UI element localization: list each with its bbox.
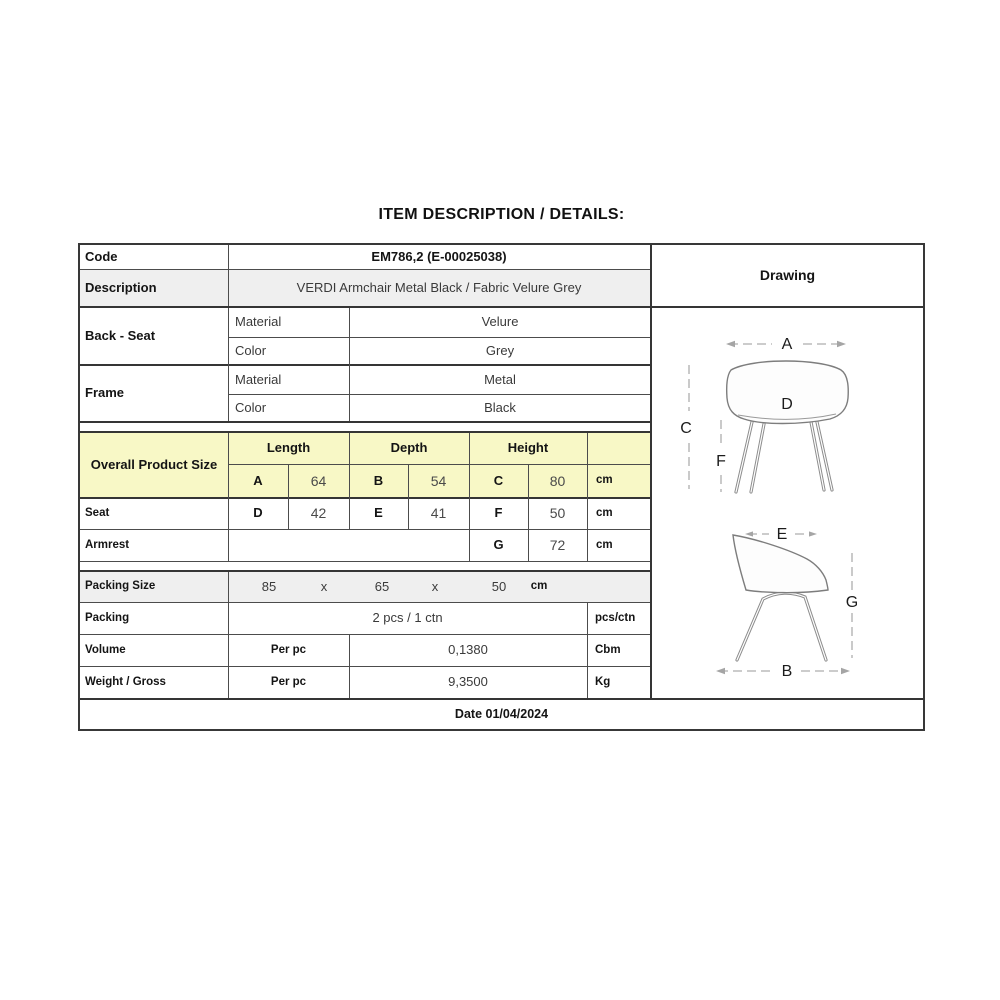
chair-side-view — [733, 535, 828, 660]
chair-drawing — [652, 308, 923, 698]
back-seat-label: Back - Seat — [85, 327, 156, 343]
dim-a-key: A — [253, 472, 263, 488]
length-header: Length — [266, 440, 311, 456]
depth-header: Depth — [390, 440, 428, 456]
seat-label: Seat — [85, 506, 110, 519]
frame-label: Frame — [85, 385, 125, 401]
spec-table — [78, 243, 925, 731]
frame-material-label: Material — [235, 371, 282, 387]
packing-label: Packing — [85, 611, 130, 624]
description-label: Description — [85, 280, 157, 296]
dim-f-value: 50 — [549, 505, 566, 522]
volume-per: Per pc — [270, 643, 307, 656]
dim-label-c: C — [680, 420, 692, 437]
dim-b-value: 54 — [430, 472, 447, 489]
back-seat-material-label: Material — [235, 314, 282, 330]
dim-label-b: B — [781, 663, 793, 680]
packing-size-label: Packing Size — [85, 580, 156, 593]
dim-label-d: D — [781, 396, 793, 413]
volume-unit: Cbm — [595, 643, 621, 656]
code-label: Code — [85, 248, 118, 264]
weight-label: Weight / Gross — [85, 675, 166, 688]
drawing-header: Drawing — [759, 267, 816, 284]
dim-c-value: 80 — [549, 472, 566, 489]
date-row: Date 01/04/2024 — [454, 707, 549, 722]
code-value: EM786,2 (E-00025038) — [371, 248, 507, 264]
packing-size-v1: 85 — [261, 578, 277, 594]
back-seat-color-value: Grey — [485, 342, 515, 358]
seat-unit: cm — [596, 506, 613, 519]
front-shell — [727, 361, 849, 424]
dim-f-key: F — [494, 505, 503, 521]
description-value: VERDI Armchair Metal Black / Fabric Velure Grey — [296, 280, 582, 296]
frame-color-value: Black — [484, 399, 516, 415]
weight-unit: Kg — [595, 675, 611, 688]
weight-per: Per pc — [270, 675, 307, 688]
dim-label-g: G — [845, 594, 859, 611]
packing-unit: pcs/ctn — [595, 611, 636, 624]
grid-line — [228, 308, 229, 421]
dim-label-a: A — [781, 336, 793, 353]
frame-material-value: Metal — [484, 371, 516, 387]
dim-d-value: 42 — [310, 505, 327, 522]
dim-e-value: 41 — [430, 505, 447, 522]
armrest-unit: cm — [596, 538, 613, 551]
packing-value: 2 pcs / 1 ctn — [372, 610, 443, 626]
dim-d-key: D — [253, 505, 263, 521]
dim-c-key: C — [493, 472, 504, 488]
side-legs — [737, 593, 826, 660]
side-shell — [733, 535, 828, 593]
chair-front-view — [727, 361, 849, 492]
frame-color-label: Color — [235, 399, 267, 415]
back-seat-color-label: Color — [235, 342, 267, 358]
back-seat-material-value: Velure — [481, 314, 519, 330]
packing-size-v3: 50 — [491, 578, 507, 594]
overall-size-label: Overall Product Size — [90, 456, 218, 472]
height-header: Height — [507, 440, 549, 456]
dim-b-key: B — [373, 472, 384, 488]
dim-g-key: G — [493, 537, 504, 553]
packing-size-x1: x — [320, 578, 328, 594]
grid-line — [587, 433, 588, 561]
grid-line — [587, 602, 588, 698]
packing-size-x2: x — [431, 578, 439, 594]
dim-label-e: E — [776, 526, 788, 543]
packing-size-v2: 65 — [374, 578, 390, 594]
dim-a-value: 64 — [310, 472, 327, 489]
grid-line — [80, 421, 650, 423]
dim-label-f: F — [716, 453, 726, 470]
page-title: ITEM DESCRIPTION / DETAILS: — [378, 206, 625, 223]
weight-value: 9,3500 — [448, 674, 488, 690]
volume-value: 0,1380 — [448, 642, 488, 658]
volume-label: Volume — [85, 643, 126, 656]
packing-size-unit: cm — [530, 580, 548, 593]
dim-e-key: E — [374, 505, 383, 521]
dim-g-value: 72 — [549, 537, 566, 554]
grid-line — [80, 561, 650, 562]
overall-unit: cm — [596, 474, 613, 487]
armrest-label: Armrest — [85, 538, 130, 551]
